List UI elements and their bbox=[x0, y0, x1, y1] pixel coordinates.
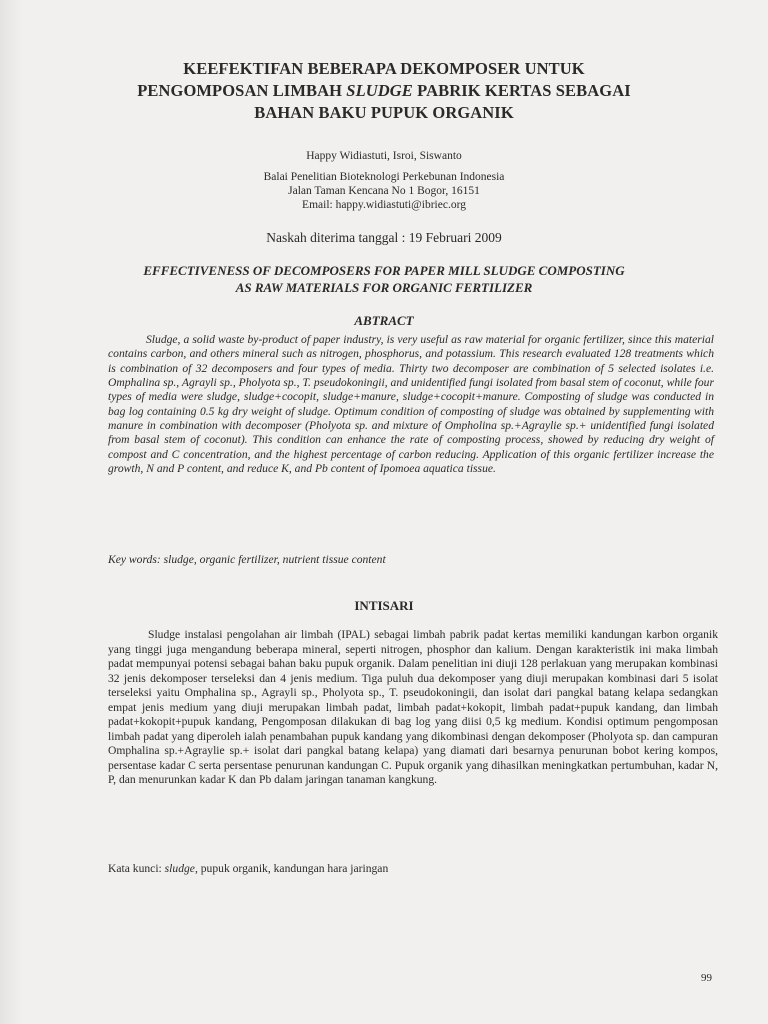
scan-shadow bbox=[0, 0, 22, 1024]
intisari-paragraph: Sludge instalasi pengolahan air limbah (IPAL) sebagai limbah pabrik padat kertas memiliki kandungan karbon organik yang tinggi juga mengandung beberapa mineral, seperti nitrogen, phosphor dan kalium. Dengan karakteristik ini maka limbah padat mempunyai potensi sebagai bahan baku pupuk organik. Dalam penelitian ini diuji 128 perlakuan yang merupakan kombinasi 32 jenis dekomposer terseleksi dan 4 jenis medium. Tiga puluh dua dekomposer yang diuji merupakan kombinasi dari 5 isolat terseleksi yaitu Omphalina sp., Agrayli sp., Pholyota sp., T. pseudokoningii, dan isolat dari pangkal batang kelapa sedangkan empat jenis medium yang diuji merupakan limbah padat, limbah padat+kokopit, limbah padat+pupuk kandang, dan limbah padat+kokopit+pupuk kandang, Pengomposan dilakukan di bag log yang diisi 0,5 kg medium. Kondisi optimum pengomposan limbah padat yang diperoleh ialah penambahan pupuk kandang yang dikombinasi dengan dekomposer (Pholyota sp. dan campuran Omphalina sp.+Agraylie sp.+ isolat dari pangkal batang kelapa) yang diamati dari besarnya penurunan bobot kering kompos, persentase kadar C serta persentase penurunan kandungan C. Pupuk organik yang dihasilkan meningkatkan pertumbuhan, kadar N, P, dan menurunkan kadar K dan Pb dalam jaringan tanaman kangkung. bbox=[108, 628, 718, 787]
title-line-2 bbox=[80, 80, 688, 102]
title-line-3: BAHAN BAKU PUPUK ORGANIK bbox=[254, 103, 514, 122]
kata-kunci-italic: sludge bbox=[164, 862, 195, 875]
title-line-2b: PABRIK KERTAS SEBAGAI bbox=[412, 81, 631, 100]
intisari-heading: INTISARI bbox=[354, 598, 414, 613]
paper-title bbox=[80, 58, 688, 124]
affiliation-address: Jalan Taman Kencana No 1 Bogor, 16151 bbox=[288, 185, 480, 197]
keywords: Key words: sludge, organic fertilizer, nutrient tissue content bbox=[108, 553, 386, 566]
abstract-paragraph: Sludge, a solid waste by-product of paper industry, is very useful as raw material for organic fertilizer, since this material contains carbon, and others mineral such as nitrogen, phosphorus, and potassium. This research evaluated 128 treatments which is combination of 32 decomposers and four types of media. Thirty two decomposer are combination of 5 selected isolates i.e. Omphalina sp., Agrayli sp., Pholyota sp., T. pseudokoningii, and unidentified fungi isolated from basal stem of coconut, while four types of media were sludge, sludge+cocopit, sludge+manure, sludge+cocopit+manure. Composting of sludge was conducted in bag log containing 0.5 kg dry weight of sludge. Optimum condition of composting of sludge was obtained by supplementing with manure in combination with decomposer (Pholyota sp. and mixture of Ompholina sp.+Agraylie sp.+ unidentified fungi isolated from basal stem of coconut). This condition can enhance the rate of composting process, showed by reducing dry weight of compost and C concentration, and the highest percentage of carbon reducing. Application of this organic fertilizer increase the growth, N and P content, and reduce K, and Pb content of Ipomoea aquatica tissue. bbox=[108, 333, 714, 476]
kata-kunci bbox=[108, 862, 714, 875]
affiliation bbox=[80, 170, 688, 212]
page-number: 99 bbox=[701, 972, 712, 984]
title-line-2a: PENGOMPOSAN LIMBAH bbox=[137, 81, 347, 100]
authors: Happy Widiastuti, Isroi, Siswanto bbox=[306, 150, 462, 162]
abstract-body bbox=[108, 333, 714, 476]
english-title-line-1: EFFECTIVENESS OF DECOMPOSERS FOR PAPER MILL SLUDGE COMPOSTING bbox=[143, 263, 625, 278]
received-date: Naskah diterima tanggal : 19 Februari 2009 bbox=[266, 230, 502, 245]
abstract-heading: ABTRACT bbox=[354, 313, 414, 328]
kata-kunci-label: Kata kunci: bbox=[108, 862, 165, 875]
affiliation-email: Email: happy.widiastuti@ibriec.org bbox=[302, 199, 466, 211]
intisari-body bbox=[108, 628, 718, 788]
title-line-1: KEEFEKTIFAN BEBERAPA DEKOMPOSER UNTUK bbox=[183, 59, 585, 78]
english-title bbox=[80, 262, 688, 296]
kata-kunci-rest: , pupuk organik, kandungan hara jaringan bbox=[194, 862, 389, 875]
title-line-2-italic: SLUDGE bbox=[346, 81, 413, 100]
affiliation-institute: Balai Penelitian Bioteknologi Perkebunan Indonesia bbox=[263, 171, 505, 183]
english-title-line-2: AS RAW MATERIALS FOR ORGANIC FERTILIZER bbox=[235, 280, 533, 295]
